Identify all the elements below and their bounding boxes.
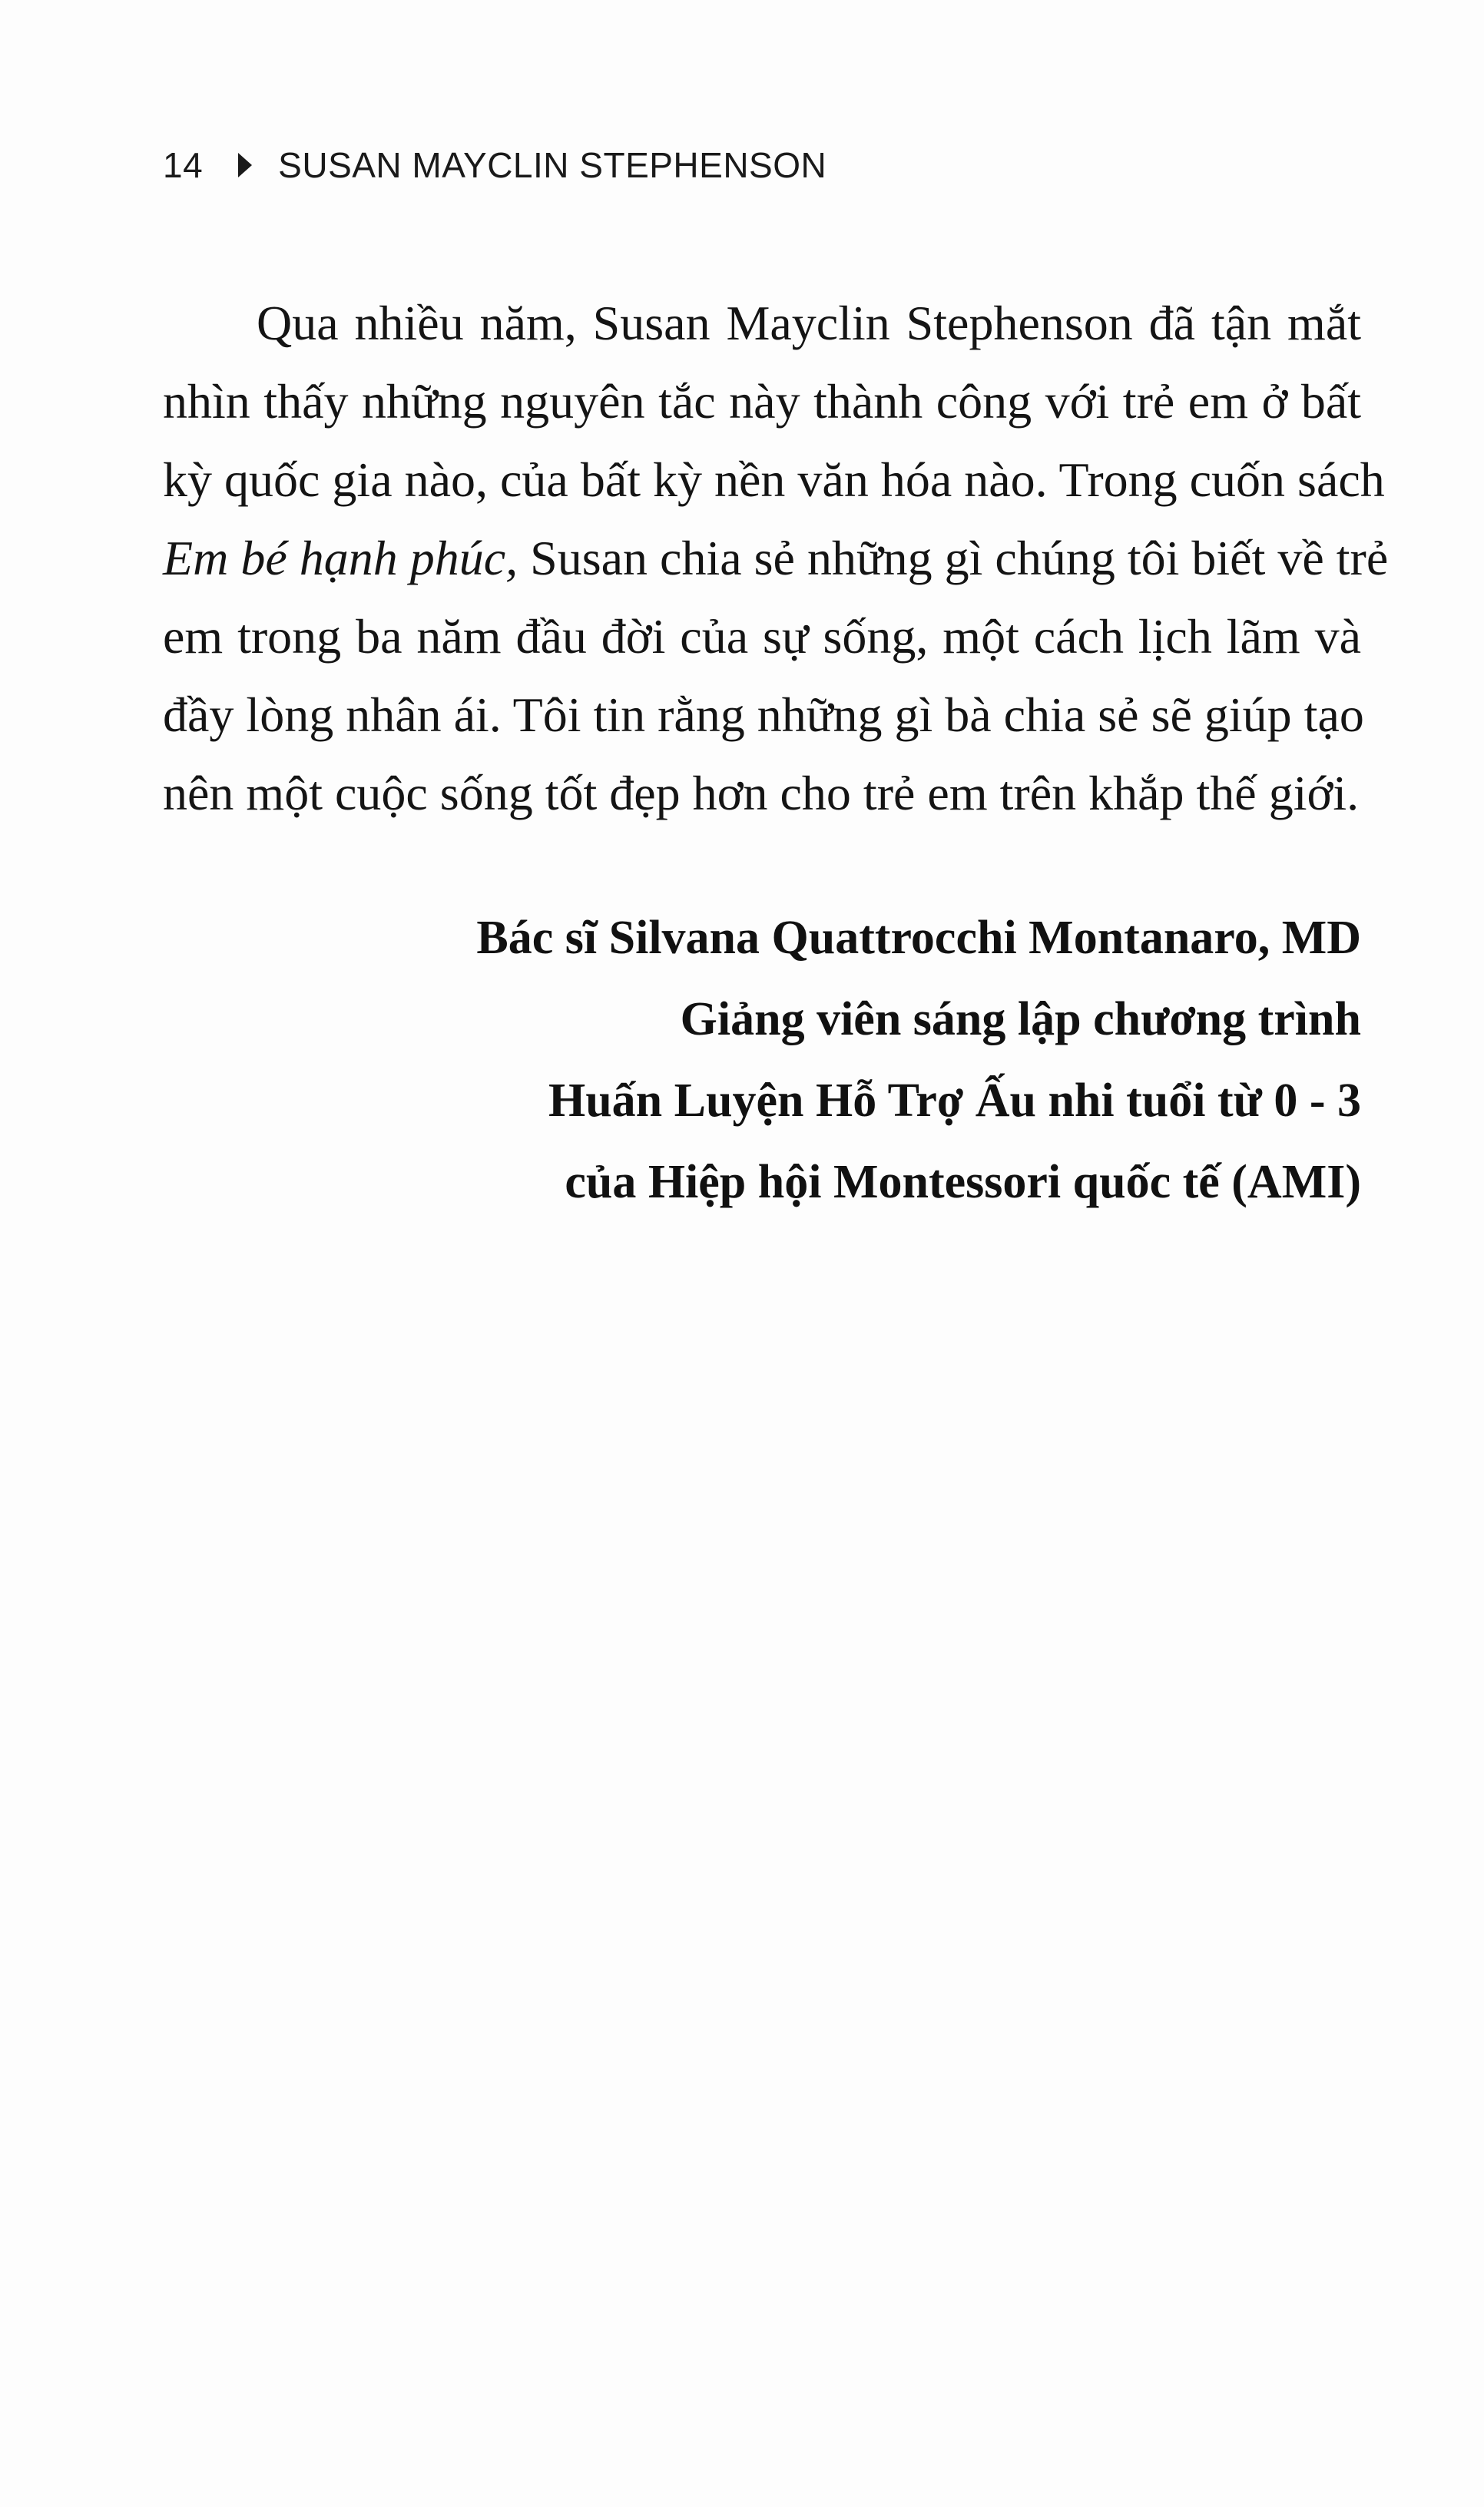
signature-name: Bác sĩ Silvana Quattrocchi Montanaro, MD	[476, 912, 1361, 964]
page-number: 14	[163, 145, 204, 185]
paragraph-line: kỳ quốc gia nào, của bất kỳ nền văn hóa nào. Trong cuốn sách	[163, 452, 1385, 507]
paragraph-line	[163, 519, 1389, 598]
paragraph-line: nên một cuộc sống tốt đẹp hơn cho trẻ em trên khắp thế giới.	[163, 766, 1360, 820]
running-head-author: SUSAN MAYCLIN STEPHENSON	[278, 145, 827, 185]
paragraph-line-rest: Susan chia sẻ những gì chúng tôi biết về trẻ	[518, 531, 1389, 585]
paragraph-line: nhìn thấy những nguyên tắc này thành công với trẻ em ở bất	[163, 374, 1361, 429]
signature-title: Huấn Luyện Hỗ Trợ Ấu nhi tuổi từ 0 - 3	[548, 1075, 1361, 1127]
paragraph-line: đầy lòng nhân ái. Tôi tin rằng những gì bà chia sẻ sẽ giúp tạo	[163, 687, 1364, 742]
paragraph-line: em trong ba năm đầu đời của sự sống, một cách lịch lãm và	[163, 609, 1361, 664]
book-title-italic: Em bé hạnh phúc,	[163, 531, 518, 585]
signature-title: của Hiệp hội Montessori quốc tế (AMI)	[565, 1156, 1361, 1208]
body-paragraph	[163, 284, 1389, 833]
running-head	[163, 138, 826, 192]
triangle-arrow-icon	[238, 153, 252, 177]
signature-block	[476, 897, 1361, 1223]
signature-title: Giảng viên sáng lập chương trình	[680, 993, 1361, 1045]
paragraph-line: Qua nhiều năm, Susan Mayclin Stephenson đã tận mắt	[257, 296, 1361, 350]
